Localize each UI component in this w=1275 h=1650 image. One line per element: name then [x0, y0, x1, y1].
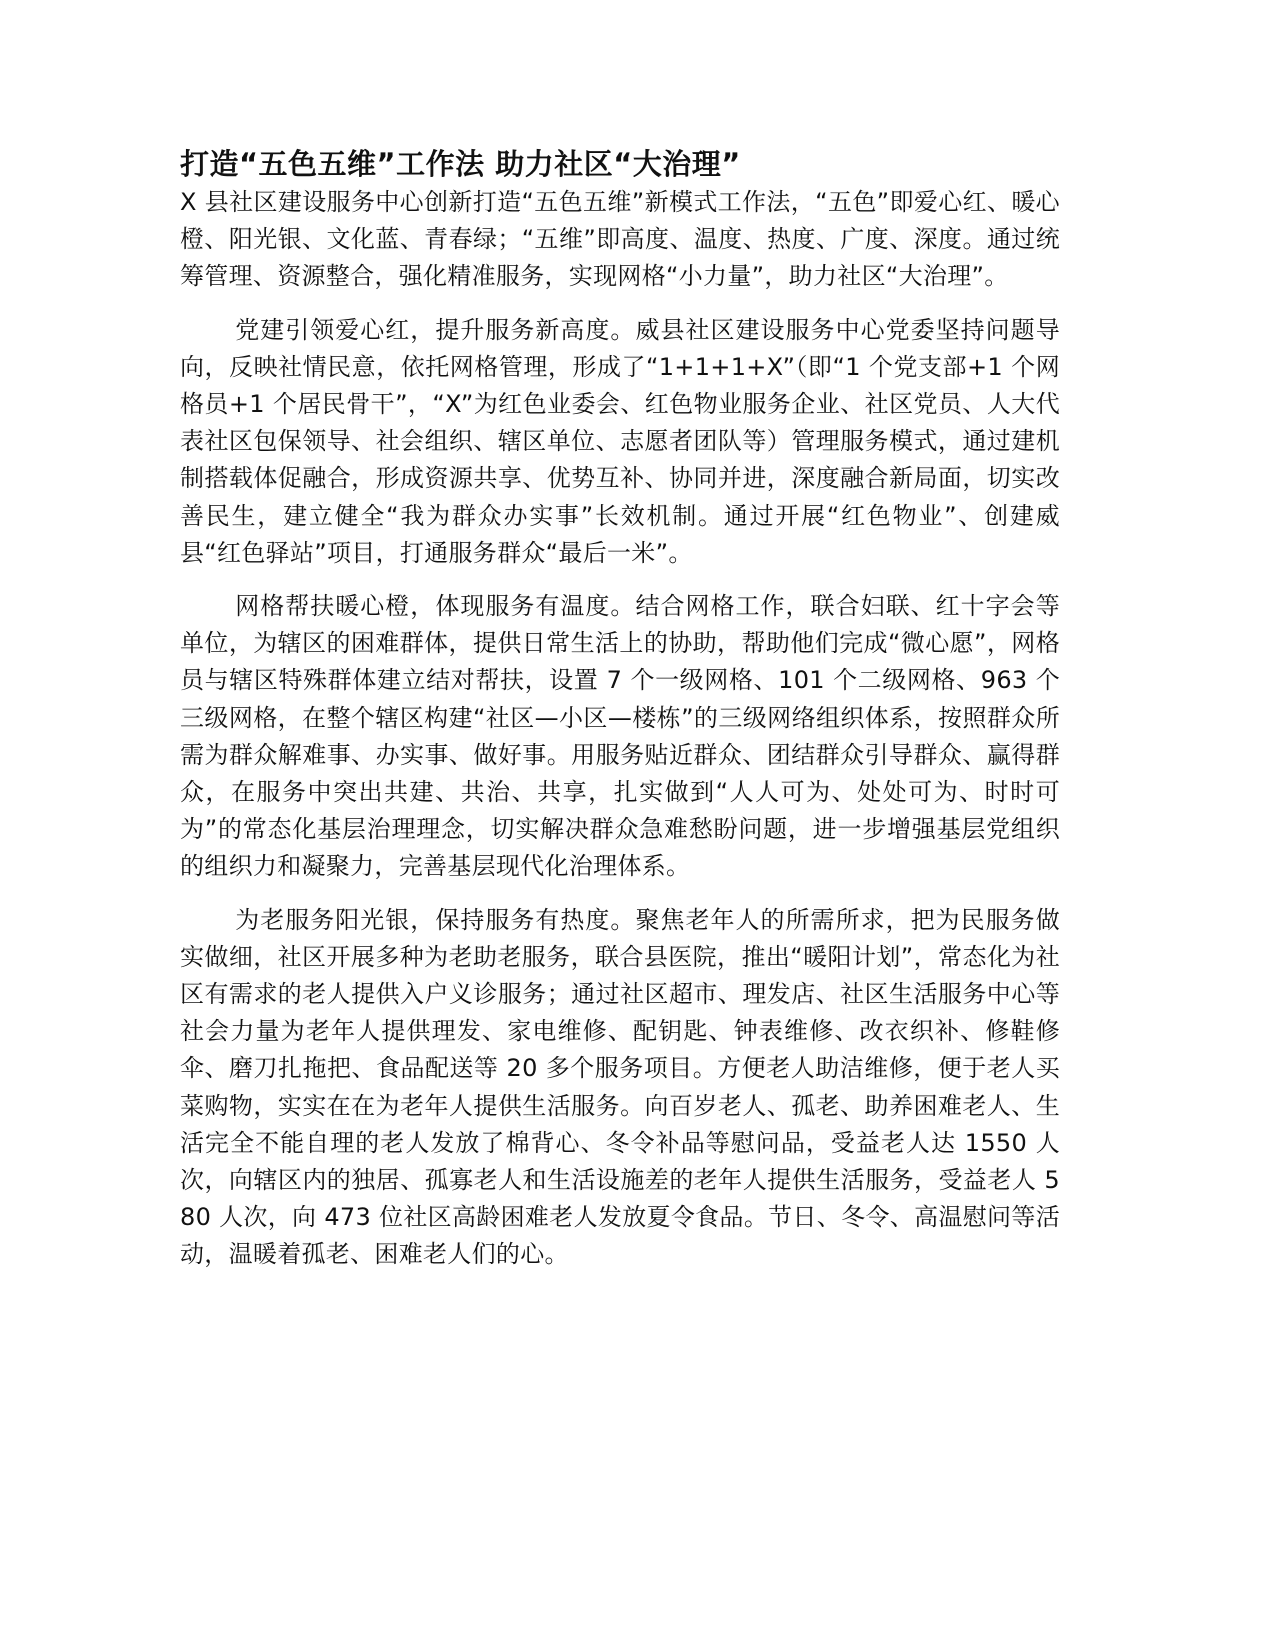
document-page [180, 146, 1060, 1274]
document-title: 打造“五色五维”工作法 助力社区“大治理” [180, 147, 741, 181]
intro-paragraph: X 县社区建设服务中心创新打造“五色五维”新模式工作法，“五色”即爱心红、暖心橙、阳光银、文化蓝、青春绿；“五维”即高度、温度、热度、广度、深度。通过统筹管理、资源整合，强化精准服务，实现网格“小力量”，助力社区“大治理”。 [180, 188, 1060, 291]
body-paragraph-grid-assistance: 网格帮扶暖心橙，体现服务有温度。结合网格工作，联合妇联、红十字会等单位，为辖区的困难群体，提供日常生活上的协助，帮助他们完成“微心愿”，网格员与辖区特殊群体建立结对帮扶，设置 7 个一级网格、101 个二级网格、963 个三级网格，在整个辖区构建“社区—小区—楼栋”的三级网络组织体系，按照群众所需为群众解难事、办实事、做好事。用服务贴近群众、团结群众引导群众、赢得群众，在服务中突出共建、共治、共享，扎实做到“人人可为、处处可为、时时可为”的常态化基层治理理念，切实解决群众急难愁盼问题，进一步增强基层党组织的组织力和凝聚力，完善基层现代化治理体系。 [180, 592, 1060, 881]
body-paragraph-elderly-service: 为老服务阳光银，保持服务有热度。聚焦老年人的所需所求，把为民服务做实做细，社区开展多种为老助老服务，联合县医院，推出“暖阳计划”，常态化为社区有需求的老人提供入户义诊服务；通过社区超市、理发店、社区生活服务中心等社会力量为老年人提供理发、家电维修、配钥匙、钟表维修、改衣织补、修鞋修伞、磨刀扎拖把、食品配送等 20 多个服务项目。方便老人助洁维修，便于老人买菜购物，实实在在为老年人提供生活服务。向百岁老人、孤老、助养困难老人、生活完全不能自理的老人发放了棉背心、冬令补品等慰问品，受益老人达 1550 人次，向辖区内的独居、孤寡老人和生活设施差的老年人提供生活服务，受益老人 580 人次，向 473 位社区高龄困难老人发放夏令食品。节日、冬令、高温慰问等活动，温暖着孤老、困难老人们的心。 [180, 905, 1060, 1269]
body-paragraph-party-building: 党建引领爱心红，提升服务新高度。威县社区建设服务中心党委坚持问题导向，反映社情民意，依托网格管理，形成了“1+1+1+X”（即“1 个党支部+1 个网格员+1 个居民骨干”，“X”为红色业委会、红色物业服务企业、社区党员、人大代表社区包保领导、社会组织、辖区单位、志愿者团队等）管理服务模式，通过建机制搭载体促融合，形成资源共享、优势互补、协同并进，深度融合新局面，切实改善民生，建立健全“我为群众办实事”长效机制。通过开展“红色物业”、创建威县“红色驿站”项目，打通服务群众“最后一米”。 [180, 315, 1060, 567]
